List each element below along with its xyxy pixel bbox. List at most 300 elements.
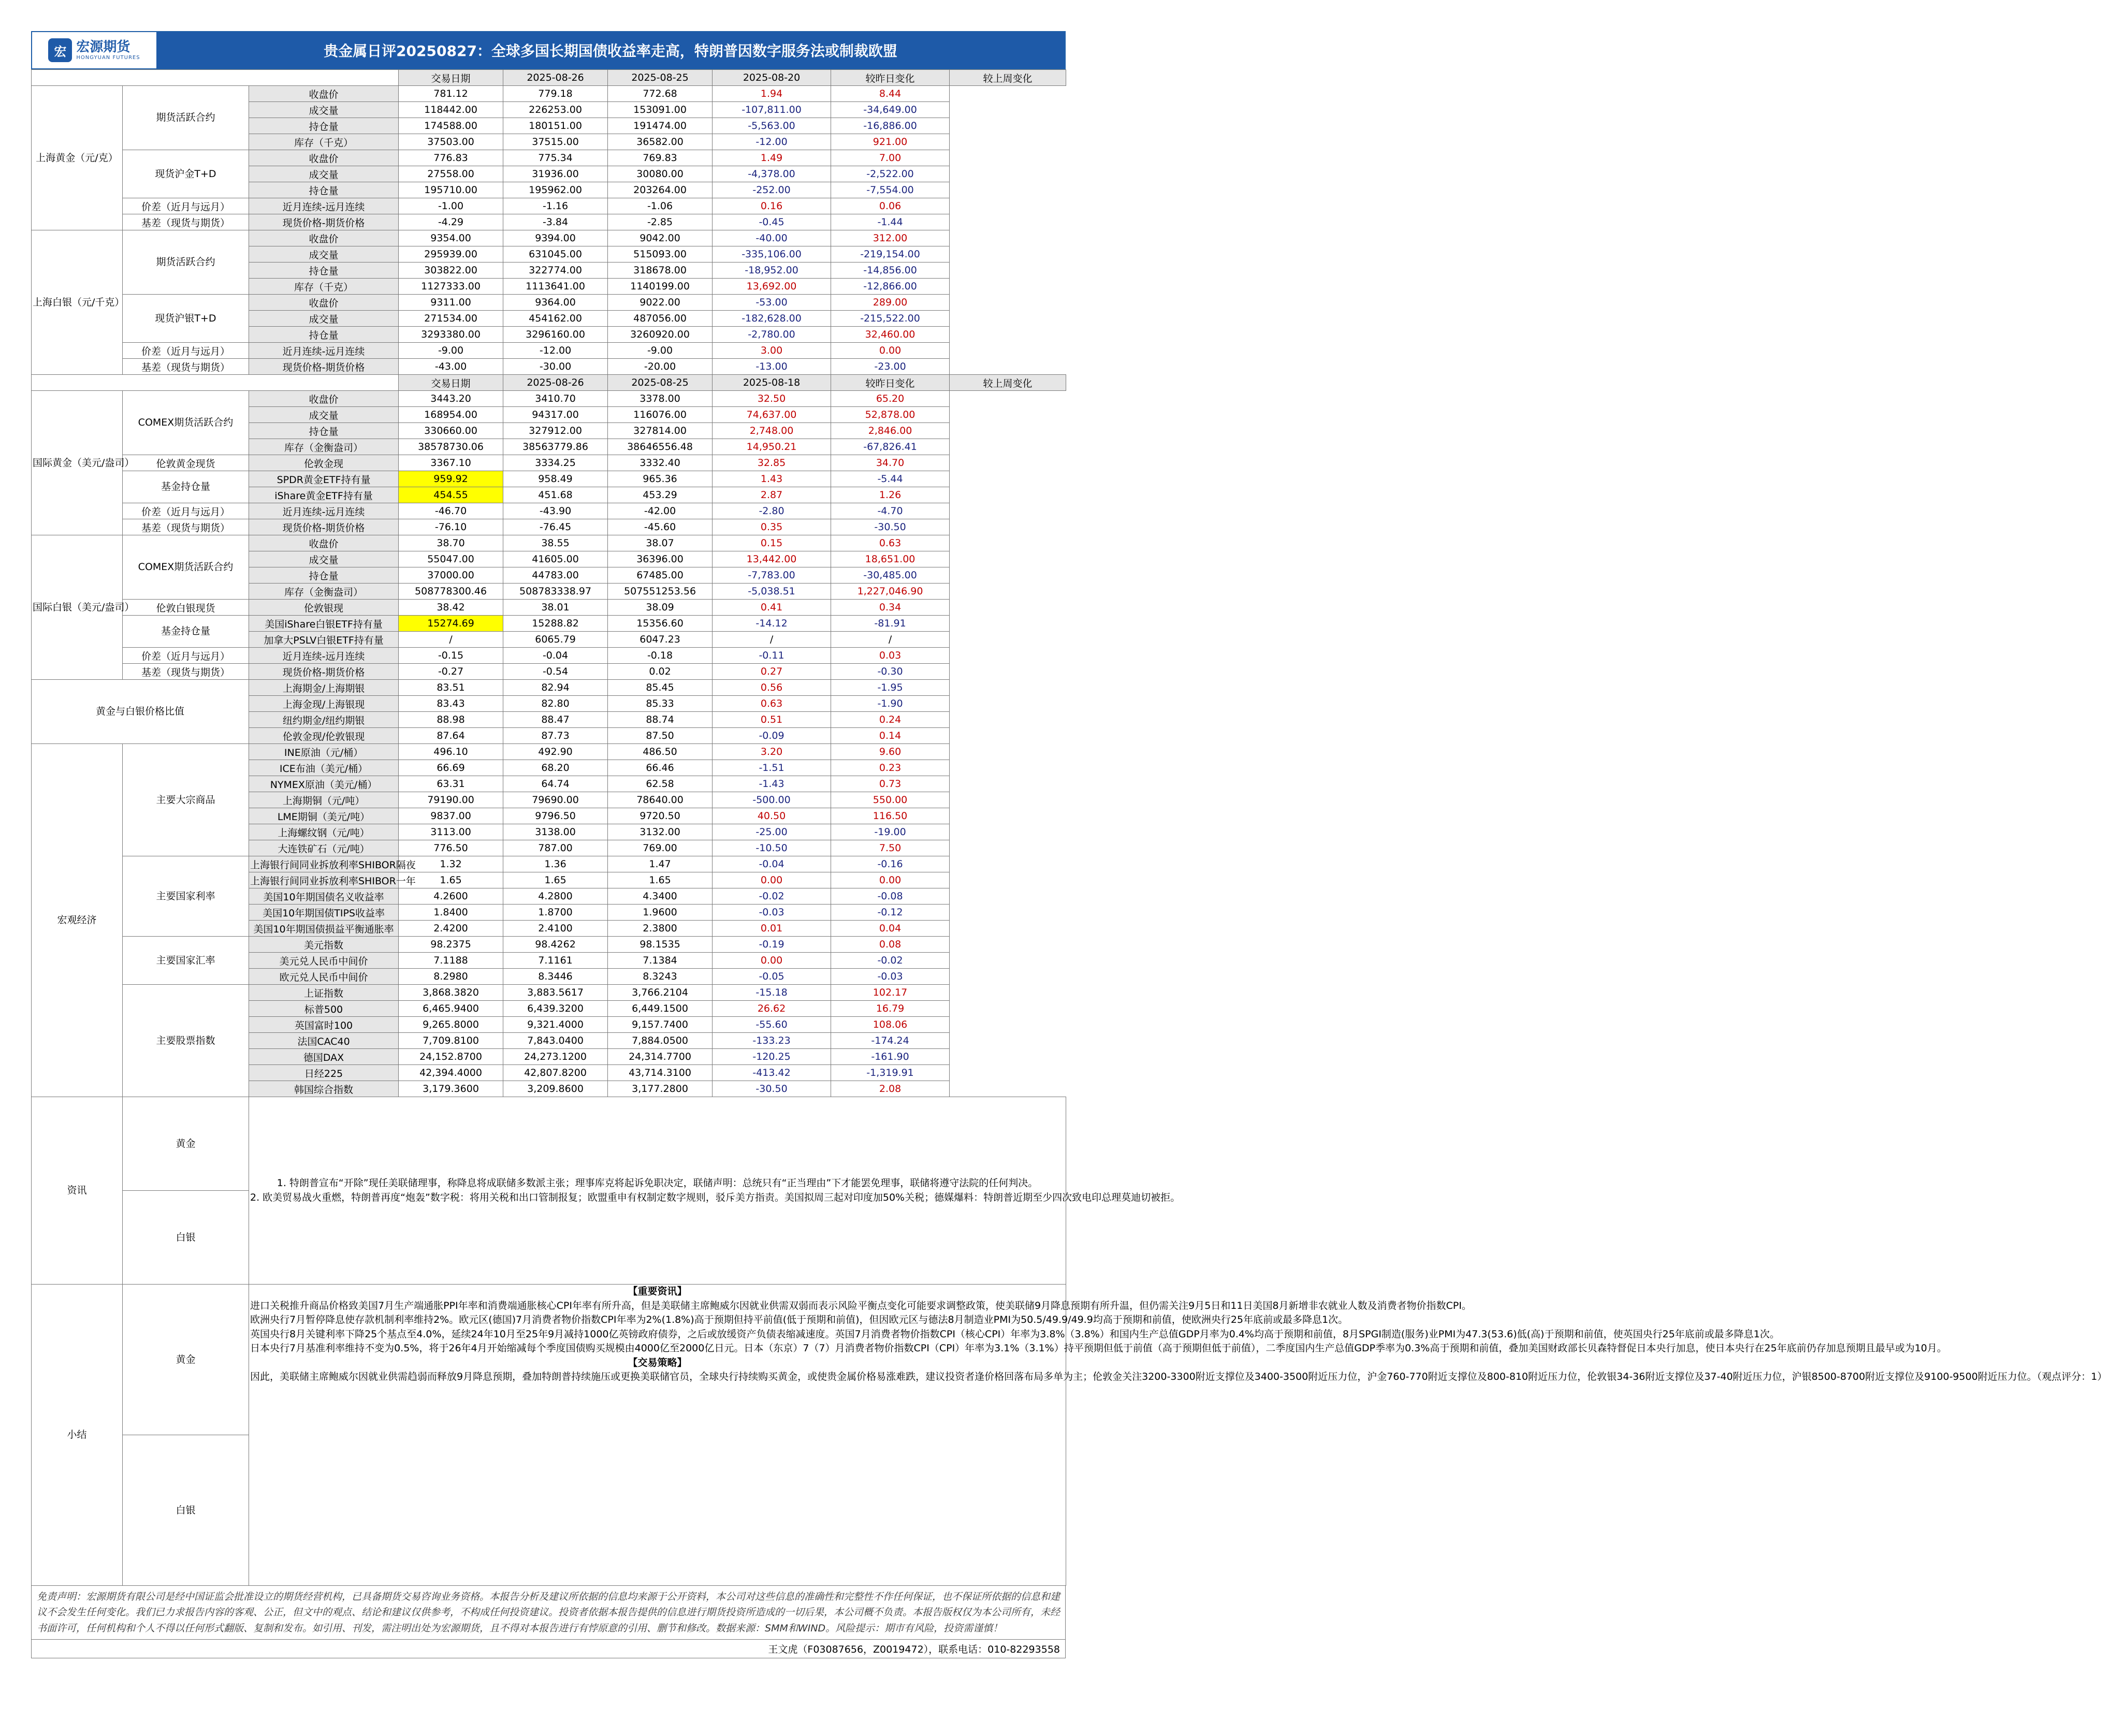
value-cell: -219,154.00 [831, 246, 950, 262]
value-cell: 108.06 [831, 1017, 950, 1033]
subgroup-label: 黄金 [123, 1285, 249, 1435]
value-cell: 0.24 [831, 712, 950, 728]
value-cell: -2,522.00 [831, 166, 950, 182]
value-cell: -1.06 [608, 198, 713, 214]
analyst-contact: 王文虎（F03087656，Z0019472），联系电话：010-82293558 [31, 1640, 1066, 1658]
value-cell: 9796.50 [503, 808, 608, 824]
header-row [32, 70, 1066, 86]
value-cell: 116.50 [831, 808, 950, 824]
value-cell: -13.00 [713, 359, 831, 375]
value-cell: 0.08 [831, 937, 950, 953]
value-cell: 0.15 [713, 535, 831, 551]
row-label: 成交量 [249, 311, 399, 327]
value-cell: 303822.00 [399, 262, 503, 279]
table-row [32, 343, 1066, 359]
value-cell: 550.00 [831, 792, 950, 808]
value-cell: 7,884.0500 [608, 1033, 713, 1049]
value-cell: -5.44 [831, 471, 950, 487]
logo-icon: 宏 [48, 38, 72, 62]
row-group-label: 基差（现货与期货） [123, 664, 249, 680]
subgroup-label: 黄金 [123, 1097, 249, 1191]
value-cell: -18,952.00 [713, 262, 831, 279]
value-cell: 1.65 [399, 872, 503, 888]
group-label: 宏观经济 [32, 744, 123, 1097]
value-cell: 507551253.56 [608, 583, 713, 600]
row-label: 近月连续-远月连续 [249, 503, 399, 519]
value-cell: -34,649.00 [831, 102, 950, 118]
value-cell: 30080.00 [608, 166, 713, 182]
row-label: 韩国综合指数 [249, 1081, 399, 1097]
value-cell: -0.16 [831, 856, 950, 872]
value-cell: -30.00 [503, 359, 608, 375]
column-header: 较昨日变化 [831, 375, 950, 391]
value-cell: 3378.00 [608, 391, 713, 407]
table-row [32, 455, 1066, 471]
value-cell: 1127333.00 [399, 279, 503, 295]
summary-heading: 【交易策略】 [628, 1356, 687, 1368]
row-label: 现货价格-期货价格 [249, 519, 399, 535]
value-cell: 1,227,046.90 [831, 583, 950, 600]
value-cell: 779.18 [503, 86, 608, 102]
column-header: 2025-08-18 [713, 375, 831, 391]
value-cell: -5,563.00 [713, 118, 831, 134]
value-cell: 0.35 [713, 519, 831, 535]
value-cell: -25.00 [713, 824, 831, 840]
value-cell: 82.80 [503, 696, 608, 712]
column-header: 较上周变化 [950, 375, 1066, 391]
row-label: 库存（千克） [249, 134, 399, 150]
value-cell: 9,157.7400 [608, 1017, 713, 1033]
data-table [31, 69, 2107, 1586]
row-label: 近月连续-远月连续 [249, 198, 399, 214]
value-cell: 3.20 [713, 744, 831, 760]
value-cell: 4.2800 [503, 888, 608, 905]
value-cell: -4.29 [399, 214, 503, 230]
value-cell: 87.50 [608, 728, 713, 744]
value-cell: 66.69 [399, 760, 503, 776]
subgroup-label: 基金持仓量 [123, 616, 249, 648]
value-cell: 203264.00 [608, 182, 713, 198]
subgroup-label: 期货活跃合约 [123, 230, 249, 295]
subgroup-label: COMEX期货活跃合约 [123, 391, 249, 455]
row-label: 伦敦金现 [249, 455, 399, 471]
value-cell: 8.2980 [399, 969, 503, 985]
value-cell: 38.42 [399, 600, 503, 616]
blank-header-cell [32, 70, 399, 86]
value-cell: 0.00 [713, 953, 831, 969]
value-cell: 0.73 [831, 776, 950, 792]
value-cell: 1.32 [399, 856, 503, 872]
value-cell: 0.16 [713, 198, 831, 214]
news-row [32, 1097, 1066, 1191]
value-cell: -335,106.00 [713, 246, 831, 262]
row-group-label: 基差（现货与期货） [123, 214, 249, 230]
row-label: 德国DAX [249, 1049, 399, 1065]
value-cell: 781.12 [399, 86, 503, 102]
value-cell: -0.05 [713, 969, 831, 985]
row-label: 收盘价 [249, 86, 399, 102]
table-row [32, 295, 1066, 311]
value-cell: 195962.00 [503, 182, 608, 198]
row-label: iShare黄金ETF持有量 [249, 487, 399, 503]
value-cell: -252.00 [713, 182, 831, 198]
value-cell: -1.00 [399, 198, 503, 214]
value-cell: 0.00 [713, 872, 831, 888]
value-cell: 31936.00 [503, 166, 608, 182]
value-cell: 3132.00 [608, 824, 713, 840]
summary-paragraph: 进口关税推升商品价格致美国7月生产端通胀PPI年率和消费端通胀核心CPI年率有所升高，但是美联储主席鲍威尔因就业供需双弱而表示风险平衡点变化可能要求调整政策，使美联储9月降息预期有所升温，但仍需关注9月5日和11日美国8月新增非农就业人数及消费者物价指数CPI。 [250, 1300, 1472, 1311]
value-cell: 79690.00 [503, 792, 608, 808]
value-cell: 38.07 [608, 535, 713, 551]
value-cell: 0.00 [831, 872, 950, 888]
row-label: 持仓量 [249, 118, 399, 134]
news-item: 1. 特朗普宣布“开除”现任美联储理事，称降息将成联储多数派主张；理事库克将起诉免职决定，联储声明：总统只有“正当理由”下才能罢免理事，联储将遵守法院的任何判决。 [277, 1177, 1038, 1189]
value-cell: 6047.23 [608, 632, 713, 648]
value-cell: 7,843.0400 [503, 1033, 608, 1049]
table-row [32, 616, 1066, 632]
value-cell: 7.1161 [503, 953, 608, 969]
value-cell: 52,878.00 [831, 407, 950, 423]
value-cell: 2,846.00 [831, 423, 950, 439]
value-cell: -12,866.00 [831, 279, 950, 295]
summary-paragraph: 英国央行8月关键利率下降25个基点至4.0%，延续24年10月至25年9月减持1000亿英镑政府债券，之后或放缓资产负债表缩减速度。英国7月消费者物价指数CPI（核心CPI）年率为3.8%（3.8%）和国内生产总值GDP月率为0.4%均高于预期和前值，8月SPGI制造(服务)业PMI为47.3(53.6)低(高)于预期和前值，使英国央行25年底前或最多降息1次。 [250, 1328, 1780, 1340]
value-cell: -67,826.41 [831, 439, 950, 455]
row-label: 收盘价 [249, 150, 399, 166]
subgroup-label: COMEX期货活跃合约 [123, 535, 249, 600]
value-cell: 180151.00 [503, 118, 608, 134]
value-cell: 3293380.00 [399, 327, 503, 343]
value-cell: 42,394.4000 [399, 1065, 503, 1081]
column-header: 2025-08-25 [608, 70, 713, 86]
value-cell: 0.56 [713, 680, 831, 696]
value-cell: 322774.00 [503, 262, 608, 279]
value-cell: 959.92 [399, 471, 503, 487]
value-cell: 1.26 [831, 487, 950, 503]
value-cell: -107,811.00 [713, 102, 831, 118]
value-cell: 83.43 [399, 696, 503, 712]
value-cell: 1.47 [608, 856, 713, 872]
value-cell: 8.44 [831, 86, 950, 102]
value-cell: 32.50 [713, 391, 831, 407]
value-cell: 32,460.00 [831, 327, 950, 343]
value-cell: 1.43 [713, 471, 831, 487]
summary-text [249, 1285, 2107, 1586]
value-cell: 9354.00 [399, 230, 503, 246]
value-cell: 3296160.00 [503, 327, 608, 343]
row-label: 大连铁矿石（元/吨） [249, 840, 399, 856]
row-label: 现货价格-期货价格 [249, 359, 399, 375]
table-row [32, 230, 1066, 246]
summary-paragraph: 因此，美联储主席鲍威尔因就业供需趋弱而释放9月降息预期，叠加特朗普持续施压或更换美联储官员，全球央行持续购买黄金，或使贵金属价格易涨难跌，建议投资者逢价格回落布局多单为主；伦敦金关注3200-3300附近支撑位及3400-3500附近压力位，沪金760-770附近支撑位及800-810附近压力位，伦敦银34-36附近支撑位及37-40附近压力位，沪银8500-8700附近支撑位及9100-9500附近压力位。（观点评分：1） [250, 1371, 2107, 1383]
value-cell: -0.19 [713, 937, 831, 953]
row-label: 美国iShare白银ETF持有量 [249, 616, 399, 632]
value-cell: 1.8400 [399, 905, 503, 921]
value-cell: 496.10 [399, 744, 503, 760]
value-cell: -174.24 [831, 1033, 950, 1049]
row-label: 成交量 [249, 407, 399, 423]
value-cell: 515093.00 [608, 246, 713, 262]
row-group-label: 伦敦黄金现货 [123, 455, 249, 471]
value-cell: 64.74 [503, 776, 608, 792]
row-label: INE原油（元/桶） [249, 744, 399, 760]
value-cell: -215,522.00 [831, 311, 950, 327]
value-cell: 41605.00 [503, 551, 608, 567]
value-cell: -19.00 [831, 824, 950, 840]
row-label: 欧元兑人民币中间价 [249, 969, 399, 985]
row-label: 成交量 [249, 551, 399, 567]
value-cell: -30,485.00 [831, 567, 950, 583]
value-cell: -0.04 [713, 856, 831, 872]
value-cell: -76.45 [503, 519, 608, 535]
row-label: 库存（金衡盎司） [249, 583, 399, 600]
value-cell: 3,209.8600 [503, 1081, 608, 1097]
value-cell: -14,856.00 [831, 262, 950, 279]
value-cell: 3410.70 [503, 391, 608, 407]
value-cell: -1.16 [503, 198, 608, 214]
value-cell: 8.3243 [608, 969, 713, 985]
row-group-label: 价差（近月与远月） [123, 198, 249, 214]
value-cell: / [399, 632, 503, 648]
value-cell: 769.83 [608, 150, 713, 166]
value-cell: 15288.82 [503, 616, 608, 632]
value-cell: -500.00 [713, 792, 831, 808]
value-cell: -0.54 [503, 664, 608, 680]
value-cell: 508778300.46 [399, 583, 503, 600]
value-cell: -55.60 [713, 1017, 831, 1033]
value-cell: 168954.00 [399, 407, 503, 423]
table-row [32, 359, 1066, 375]
value-cell: 24,273.1200 [503, 1049, 608, 1065]
value-cell: 487056.00 [608, 311, 713, 327]
value-cell: -81.91 [831, 616, 950, 632]
value-cell: 36396.00 [608, 551, 713, 567]
news-text [249, 1097, 1181, 1285]
row-group-label: 基差（现货与期货） [123, 519, 249, 535]
value-cell: -46.70 [399, 503, 503, 519]
row-label: 日经225 [249, 1065, 399, 1081]
value-cell: 451.68 [503, 487, 608, 503]
table-row [32, 535, 1066, 551]
value-cell: 36582.00 [608, 134, 713, 150]
row-label: 伦敦银现 [249, 600, 399, 616]
value-cell: 0.04 [831, 921, 950, 937]
disclaimer: 免责声明：宏源期货有限公司是经中国证监会批准设立的期货经营机构，已具备期货交易咨询业务资格。本报告分析及建议所依据的信息均来源于公开资料，本公司对这些信息的准确性和完整性不作任何保证，也不保证所依据的信息和建议不会发生任何变化。我们已力求报告内容的客观、公正，但文中的观点、结论和建议仅供参考，不构成任何投资建议。投资者依据本报告提供的信息进行期货投资所造成的一切后果，本公司概不负责。本报告版权仅为本公司所有，未经书面许可，任何机构和个人不得以任何形式翻版、复制和发布。如引用、刊发，需注明出处为宏源期货，且不得对本报告进行有悖原意的引用、删节和修改。数据来源：SMM和WIND。风险提示：期市有风险，投资需谨慎！ [31, 1586, 1066, 1640]
value-cell: -0.27 [399, 664, 503, 680]
value-cell: -0.03 [713, 905, 831, 921]
row-label: NYMEX原油（美元/桶） [249, 776, 399, 792]
value-cell: -120.25 [713, 1049, 831, 1065]
value-cell: -0.11 [713, 648, 831, 664]
value-cell: -1,319.91 [831, 1065, 950, 1081]
group-label: 资讯 [32, 1097, 123, 1285]
value-cell: 1.94 [713, 86, 831, 102]
value-cell: -40.00 [713, 230, 831, 246]
value-cell: 14,950.21 [713, 439, 831, 455]
subgroup-label: 白银 [123, 1435, 249, 1586]
group-label: 上海黄金（元/克） [32, 86, 123, 230]
value-cell: -16,886.00 [831, 118, 950, 134]
value-cell: 0.63 [831, 535, 950, 551]
value-cell: 63.31 [399, 776, 503, 792]
value-cell: 1.65 [503, 872, 608, 888]
value-cell: 787.00 [503, 840, 608, 856]
value-cell: 0.51 [713, 712, 831, 728]
row-group-label: 价差（近月与远月） [123, 343, 249, 359]
value-cell: 6,439.3200 [503, 1001, 608, 1017]
row-label: 收盘价 [249, 535, 399, 551]
subgroup-label: 主要国家汇率 [123, 937, 249, 985]
value-cell: 94317.00 [503, 407, 608, 423]
value-cell: -4.70 [831, 503, 950, 519]
group-label: 国际黄金（美元/盎司） [32, 391, 123, 535]
column-header: 2025-08-20 [713, 70, 831, 86]
value-cell: -0.03 [831, 969, 950, 985]
value-cell: 775.34 [503, 150, 608, 166]
value-cell: 9022.00 [608, 295, 713, 311]
value-cell: 2.4100 [503, 921, 608, 937]
row-label: 纽约期金/纽约期银 [249, 712, 399, 728]
row-label: 收盘价 [249, 295, 399, 311]
row-label: 现货价格-期货价格 [249, 214, 399, 230]
subgroup-label: 主要股票指数 [123, 985, 249, 1097]
value-cell: 3367.10 [399, 455, 503, 471]
value-cell: 0.41 [713, 600, 831, 616]
value-cell: 98.4262 [503, 937, 608, 953]
row-label: 上海银行间同业拆放利率SHIBOR一年 [249, 872, 399, 888]
value-cell: -0.30 [831, 664, 950, 680]
logo-name-en: HONGYUAN FUTURES [76, 54, 140, 61]
row-label: 英国富时100 [249, 1017, 399, 1033]
header-row [32, 375, 1066, 391]
value-cell: 79190.00 [399, 792, 503, 808]
value-cell: -43.90 [503, 503, 608, 519]
row-label: LME期铜（美元/吨） [249, 808, 399, 824]
table-row [32, 680, 1066, 696]
value-cell: 9,321.4000 [503, 1017, 608, 1033]
value-cell: 3332.40 [608, 455, 713, 471]
value-cell: 3,766.2104 [608, 985, 713, 1001]
value-cell: 1140199.00 [608, 279, 713, 295]
value-cell: 32.85 [713, 455, 831, 471]
value-cell: 631045.00 [503, 246, 608, 262]
value-cell: -0.02 [831, 953, 950, 969]
table-row [32, 744, 1066, 760]
value-cell: -7,783.00 [713, 567, 831, 583]
value-cell: 7.50 [831, 840, 950, 856]
row-label: 持仓量 [249, 567, 399, 583]
value-cell: 65.20 [831, 391, 950, 407]
row-label: 成交量 [249, 102, 399, 118]
value-cell: -20.00 [608, 359, 713, 375]
value-cell: 0.23 [831, 760, 950, 776]
value-cell: 9042.00 [608, 230, 713, 246]
value-cell: 453.29 [608, 487, 713, 503]
row-label: 持仓量 [249, 327, 399, 343]
value-cell: 37515.00 [503, 134, 608, 150]
row-label: 法国CAC40 [249, 1033, 399, 1049]
row-group-label: 价差（近月与远月） [123, 503, 249, 519]
value-cell: 174588.00 [399, 118, 503, 134]
value-cell: 1.8700 [503, 905, 608, 921]
value-cell: -133.23 [713, 1033, 831, 1049]
value-cell: 74,637.00 [713, 407, 831, 423]
row-label: 伦敦金现/伦敦银现 [249, 728, 399, 744]
group-label: 小结 [32, 1285, 123, 1586]
row-label: 现货价格-期货价格 [249, 664, 399, 680]
table-row [32, 471, 1066, 487]
group-label: 国际白银（美元/盎司） [32, 535, 123, 680]
value-cell: -0.09 [713, 728, 831, 744]
value-cell: 26.62 [713, 1001, 831, 1017]
value-cell: 2.87 [713, 487, 831, 503]
report-page [31, 31, 2107, 1658]
row-label: 美元兑人民币中间价 [249, 953, 399, 969]
value-cell: 2.4200 [399, 921, 503, 937]
value-cell: 88.47 [503, 712, 608, 728]
value-cell: -53.00 [713, 295, 831, 311]
table-row [32, 985, 1066, 1001]
subgroup-label: 期货活跃合约 [123, 86, 249, 150]
value-cell: 492.90 [503, 744, 608, 760]
subgroup-label: 白银 [123, 1191, 249, 1285]
value-cell: -0.08 [831, 888, 950, 905]
value-cell: 6065.79 [503, 632, 608, 648]
value-cell: 3,179.3600 [399, 1081, 503, 1097]
value-cell: 38.55 [503, 535, 608, 551]
value-cell: 921.00 [831, 134, 950, 150]
value-cell: -43.00 [399, 359, 503, 375]
value-cell: 24,152.8700 [399, 1049, 503, 1065]
table-row [32, 391, 1066, 407]
subgroup-label: 现货沪金T+D [123, 150, 249, 198]
value-cell: -0.15 [399, 648, 503, 664]
value-cell: 13,692.00 [713, 279, 831, 295]
value-cell: 3113.00 [399, 824, 503, 840]
value-cell: -182,628.00 [713, 311, 831, 327]
value-cell: 0.01 [713, 921, 831, 937]
column-header: 较上周变化 [950, 70, 1066, 86]
value-cell: -1.51 [713, 760, 831, 776]
value-cell: 2,748.00 [713, 423, 831, 439]
summary-row [32, 1285, 1066, 1435]
value-cell: 486.50 [608, 744, 713, 760]
value-cell: 38.01 [503, 600, 608, 616]
value-cell: -1.44 [831, 214, 950, 230]
value-cell: 38646556.48 [608, 439, 713, 455]
value-cell: 40.50 [713, 808, 831, 824]
value-cell: -0.04 [503, 648, 608, 664]
table-row [32, 503, 1066, 519]
value-cell: 38578730.06 [399, 439, 503, 455]
value-cell: -15.18 [713, 985, 831, 1001]
column-header: 较昨日变化 [831, 70, 950, 86]
value-cell: 327814.00 [608, 423, 713, 439]
value-cell: 769.00 [608, 840, 713, 856]
value-cell: -2,780.00 [713, 327, 831, 343]
row-label: 收盘价 [249, 230, 399, 246]
value-cell: 0.63 [713, 696, 831, 712]
value-cell: -161.90 [831, 1049, 950, 1065]
value-cell: 191474.00 [608, 118, 713, 134]
value-cell: 9394.00 [503, 230, 608, 246]
table-row [32, 937, 1066, 953]
value-cell: 102.17 [831, 985, 950, 1001]
subgroup-label: 主要国家利率 [123, 856, 249, 937]
column-header: 2025-08-25 [608, 375, 713, 391]
value-cell: 965.36 [608, 471, 713, 487]
row-label: 收盘价 [249, 391, 399, 407]
value-cell: 16.79 [831, 1001, 950, 1017]
